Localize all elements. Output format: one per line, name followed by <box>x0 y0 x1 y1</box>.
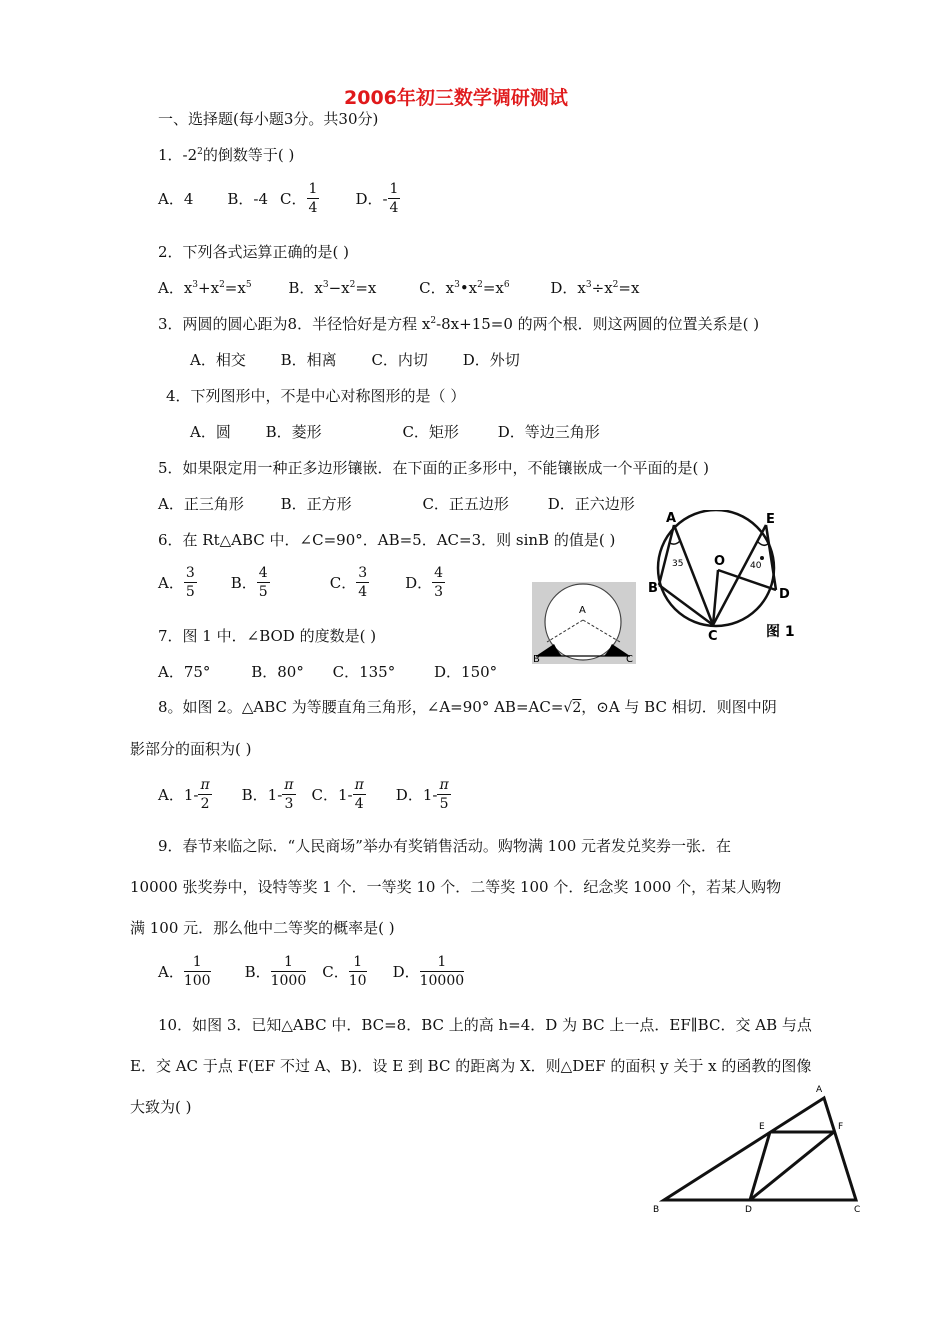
option-c: C． $\frac{1}{10}$ <box>322 954 367 989</box>
option-c: C．正五边形 <box>422 495 509 513</box>
fig1-label-d: D <box>779 587 790 602</box>
option-b: B．相离 <box>280 351 337 369</box>
option-c: C．1- $\frac{\pi}{4}$ <box>311 777 364 812</box>
question-4-options <box>190 421 600 442</box>
question-3-options <box>190 349 520 370</box>
question-5-stem: 5．如果限定用一种正多边形镶嵌．在下面的正多形中，不能镶嵌成一个平面的是( ) <box>158 459 710 477</box>
option-a: A．4 <box>158 190 194 208</box>
question-2-options <box>158 277 639 298</box>
fig1-label-c: C <box>708 629 718 644</box>
option-a: A．正三角形 <box>158 495 244 513</box>
question-1-stem: 1．$-2^2$的倒数等于( ) <box>158 146 295 164</box>
question-9-line1: 9．春节来临之际．“人民商场”举办有奖销售活动。购物满 100 元者发兑奖券一张．在 <box>158 837 732 855</box>
option-b: B．正方形 <box>280 495 352 513</box>
fig3-triangle-abc <box>664 1098 856 1200</box>
question-7-stem: 7．图 1 中．∠BOD 的度数是( ) <box>158 627 377 645</box>
question-9-line2: 10000 张奖券中，设特等奖 1 个．一等奖 10 个．二等奖 100 个．纪念奖 1000 个，若某人购物 <box>130 878 782 896</box>
fig1-label-e: E <box>766 512 775 527</box>
question-8-options <box>158 776 451 813</box>
option-a: A．$x^3+x^2=x^5$ <box>158 279 252 297</box>
fig1-label-40: 40 <box>750 561 762 571</box>
fig1-label-35: 35 <box>672 559 684 569</box>
option-a: A．75° <box>158 663 211 681</box>
question-4-stem: 4．下列图形中，不是中心对称图形的是（ ） <box>166 387 466 405</box>
fig3-label-e: E <box>759 1122 765 1132</box>
option-a: A．相交 <box>190 351 246 369</box>
option-b: B． $\frac{4}{5}$ <box>230 565 268 600</box>
question-5-options <box>158 493 635 514</box>
option-d: D． $\frac{1}{10000}$ <box>392 954 465 989</box>
fig1-label-o: O <box>714 554 726 569</box>
option-a: A．圆 <box>190 423 231 441</box>
option-d: D．外切 <box>462 351 520 369</box>
question-1-options <box>158 180 400 217</box>
option-d: D．1- $\frac{\pi}{5}$ <box>395 777 449 812</box>
fig1-label-b: B <box>648 581 658 596</box>
question-6-options <box>158 564 445 601</box>
question-10-line2: E．交 AC 于点 F(EF 不过 A、B)．设 E 到 BC 的距离为 X．则△DEF 的面积 y 关于 x 的函教的图像 <box>130 1057 812 1075</box>
option-c: C．$x^3•x^2=x^6$ <box>419 279 510 297</box>
question-8-stem: 8。如图 2。△ABC 为等腰直角三角形，∠A=90° AB=AC=√2，⊙A 与 BC 相切．则图中阴 <box>158 698 777 716</box>
fig1-line-od <box>718 570 776 590</box>
question-2-stem: 2．下列各式运算正确的是( ) <box>158 243 350 261</box>
fig3-label-b: B <box>653 1205 660 1215</box>
fig3-line-fd <box>750 1132 834 1200</box>
option-d: D．$x^3\div x^2=x$ <box>550 279 640 297</box>
page-title: 2006年初三数学调研测试 <box>344 87 568 109</box>
option-c: C． $\frac{3}{4}$ <box>329 565 368 600</box>
fig1-line-ab <box>659 525 674 585</box>
fig1-angle-dot <box>760 556 764 560</box>
option-c: C．矩形 <box>402 423 459 441</box>
fig2-label-a: A <box>579 605 586 616</box>
sqrt-symbol: √2 <box>563 700 582 716</box>
question-7-options <box>158 661 497 682</box>
question-6-stem: 6．在 Rt△ABC 中．∠C=90°．AB=5．AC=3．则 sinB 的值是( ) <box>158 531 616 549</box>
option-a: A． $\frac{3}{5}$ <box>158 565 195 600</box>
option-d: D．- $\frac{1}{4}$ <box>355 181 399 216</box>
option-b: B．-4 <box>227 190 269 208</box>
question-3-stem: 3．两圆的圆心距为8．半径恰好是方程 $x^2-8x+15=0$ 的两个根．则这两圆的位置关系是( ) <box>158 315 760 333</box>
fig1-label-a: A <box>666 511 677 526</box>
question-9-line3: 满 100 元．那么他中二等奖的概率是( ) <box>130 919 395 937</box>
fig1-angle-arc-a <box>670 541 680 544</box>
fig3-label-d: D <box>745 1205 752 1215</box>
option-c: C．135° <box>332 663 396 681</box>
option-d: D．150° <box>434 663 498 681</box>
option-d: D．正六边形 <box>547 495 635 513</box>
question-10-line1: 10．如图 3．已知△ABC 中．BC=8．BC 上的高 h=4．D 为 BC 上一点．EF∥BC．交 AB 与点 <box>158 1016 812 1034</box>
question-10-line3: 大致为( ) <box>130 1098 192 1116</box>
option-b: B．菱形 <box>265 423 322 441</box>
fig2-label-c: C <box>626 654 633 664</box>
option-d: D．等边三角形 <box>497 423 600 441</box>
option-b: B．$x^3-x^2=x$ <box>288 279 377 297</box>
option-c: C．内切 <box>371 351 428 369</box>
option-c: C． $\frac{1}{4}$ <box>280 181 318 216</box>
option-b: B． $\frac{1}{1000}$ <box>244 954 307 989</box>
option-a: A．1- $\frac{\pi}{2}$ <box>158 777 210 812</box>
fig1-line-ce <box>713 525 766 625</box>
fig2-label-b: B <box>533 654 540 664</box>
question-9-options <box>158 953 464 990</box>
fig3-label-f: F <box>838 1122 844 1132</box>
question-8-stem-line2: 影部分的面积为( ) <box>130 740 252 758</box>
figure-3 <box>648 1080 868 1220</box>
section-heading: 一、选择题(每小题3分。共30分) <box>158 110 379 128</box>
option-d: D． $\frac{4}{3}$ <box>405 565 444 600</box>
figure-2 <box>532 582 636 664</box>
option-a: A． $\frac{1}{100}$ <box>158 954 211 989</box>
fig1-caption: 图 1 <box>766 624 795 640</box>
fig3-label-a: A <box>816 1085 823 1095</box>
figure-1 <box>648 510 808 650</box>
option-b: B．1- $\frac{\pi}{3}$ <box>241 777 294 812</box>
fig1-line-ed <box>766 525 776 590</box>
option-b: B．80° <box>251 663 304 681</box>
fig3-label-c: C <box>854 1205 861 1215</box>
